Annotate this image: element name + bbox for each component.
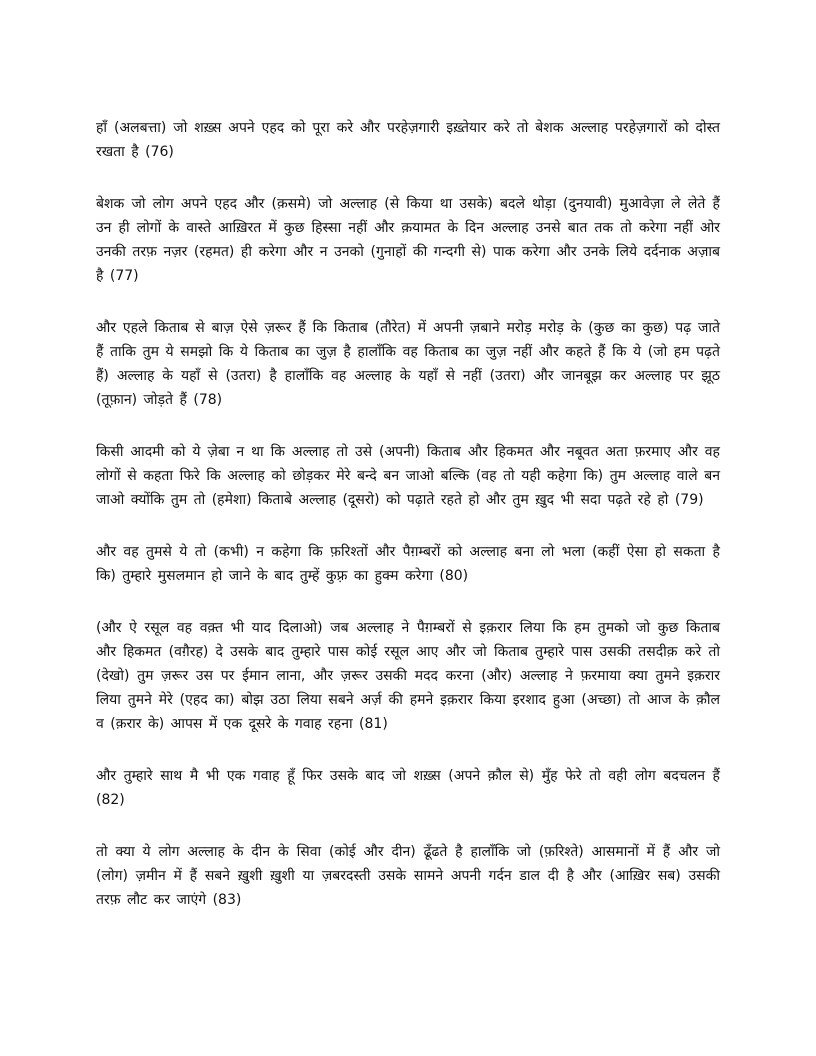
verse-paragraph-78: और एहले किताब से बाज़ ऐसे ज़रूर हैं कि किताब (तौरेत) में अपनी ज़बाने मरोड़ मरोड़ के (कुछ का कुछ) पढ़ जाते हैं ताकि तुम ये समझो कि ये किताब का जुज़ है हालाँकि वह किताब का जुज़ नहीं और कहते हैं कि ये (जो हम पढ़ते हैं) अल्लाह के यहाँ से (उतरा) है हालाँकि वह अल्लाह के यहाँ से नहीं (उतरा) और जानबूझ कर अल्लाह पर झूठ (तूफ़ान) जोड़ते हैं (78) xyxy=(96,320,720,408)
verse-paragraph-76: हाँ (अलबत्ता) जो शख़्स अपने एहद को पूरा करे और परहेज़गारी इख़्तेयार करे तो बेशक अल्लाह परहेज़गारों को दोस्त रखता है (76) xyxy=(96,120,720,160)
verse-paragraph-83: तो क्या ये लोग अल्लाह के दीन के सिवा (कोई और दीन) ढूँढते है हालाँकि जो (फ़रिश्ते) आसमानों में हैं और जो (लोग) ज़मीन में हैं सबने ख़ुशी ख़ुशी या ज़बरदस्ती उसके सामने अपनी गर्दन डाल दी है और (आख़िर सब) उसकी तरफ़ लौट कर जाएंगे (83) xyxy=(96,844,720,908)
verse-paragraph-80: और वह तुमसे ये तो (कभी) न कहेगा कि फ़रिश्तों और पैग़म्बरों को अल्लाह बना लो भला (कहीं ऐसा हो सकता है कि) तुम्हारे मुसलमान हो जाने के बाद तुम्हें कुफ़्र का हुक्म करेगा (80) xyxy=(96,544,720,584)
verse-paragraph-81: (और ऐ रसूल वह वक़्त भी याद दिलाओ) जब अल्लाह ने पैग़म्बरों से इक़रार लिया कि हम तुमको जो कुछ किताब और हिकमत (वग़ैरह) दे उसके बाद तुम्हारे पास कोई रसूल आए और जो किताब तुम्हारे पास उसकी तसदीक़ करे तो (देखो) तुम ज़रूर उस पर ईमान लाना, और ज़रूर उसकी मदद करना (और) अल्लाह ने फ़रमाया क्या तुमने इक़रार लिया तुमने मेरे (एहद का) बोझ उठा लिया सबने अर्ज़ की हमने इक़रार किया इरशाद हुआ (अच्छा) तो आज के क़ौल व (क़रार के) आपस में एक दूसरे के गवाह रहना (81) xyxy=(96,620,720,732)
verse-paragraph-77: बेशक जो लोग अपने एहद और (क़समे) जो अल्लाह (से किया था उसके) बदले थोड़ा (दुनयावी) मुआवेज़ा ले लेते हैं उन ही लोगों के वास्ते आख़िरत में कुछ हिस्सा नहीं और क़यामत के दिन अल्लाह उनसे बात तक तो करेगा नहीं ओर उनकी तरफ़ नज़र (रहमत) ही करेगा और न उनको (गुनाहों की गन्दगी से) पाक करेगा और उनके लिये दर्दनाक अज़ाब है (77) xyxy=(96,196,720,284)
verse-paragraph-79: किसी आदमी को ये ज़ेबा न था कि अल्लाह तो उसे (अपनी) किताब और हिकमत और नबूवत अता फ़रमाए और वह लोगों से कहता फिरे कि अल्लाह को छोड़कर मेरे बन्दे बन जाओ बल्कि (वह तो यही कहेगा कि) तुम अल्लाह वाले बन जाओ क्योंकि तुम तो (हमेशा) किताबे अल्लाह (दूसरो) को पढ़ाते रहते हो और तुम ख़ुद भी सदा पढ़ते रहे हो (79) xyxy=(96,444,720,508)
verse-paragraph-82: और तुम्हारे साथ मै भी एक गवाह हूँ फिर उसके बाद जो शख़्स (अपने क़ौल से) मुँह फेरे तो वही लोग बदचलन हैं (82) xyxy=(96,768,720,808)
